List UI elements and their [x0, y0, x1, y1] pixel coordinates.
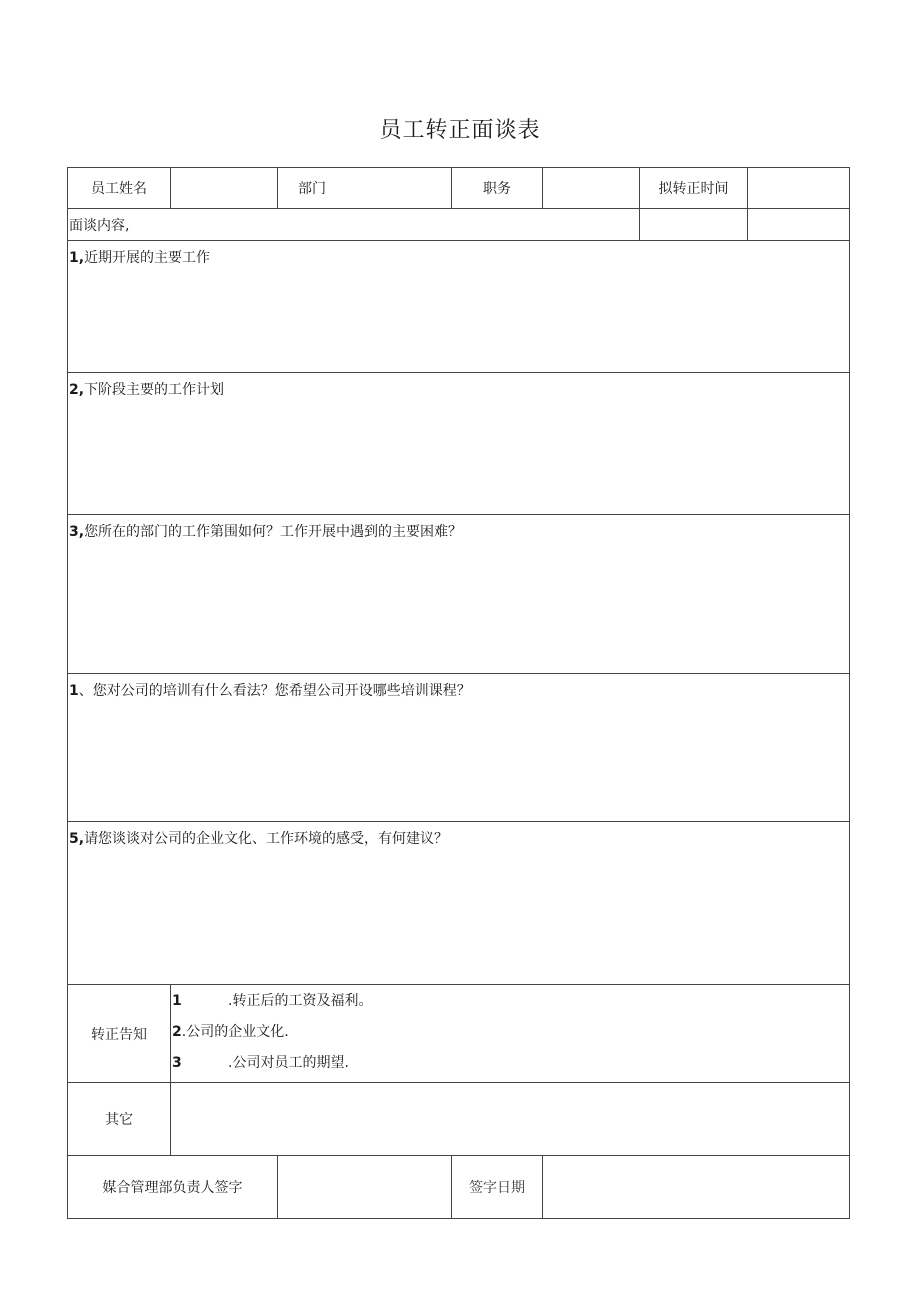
question-number: 3,	[69, 524, 85, 540]
question-cell[interactable]	[68, 674, 850, 822]
question-cell[interactable]	[68, 822, 850, 985]
notice-item-number: 3	[172, 1055, 182, 1071]
question-row-5	[68, 822, 850, 985]
question-number: 5,	[69, 831, 85, 847]
notice-label: 转正告知	[68, 985, 171, 1083]
signer-label: 媒合管理部负责人签字	[68, 1156, 278, 1219]
question-text: 、您对公司的培训有什么看法？您希望公司开设哪些培训课程？	[78, 683, 471, 699]
question-cell[interactable]	[68, 373, 850, 515]
question-text: 下阶段主要的工作计划	[84, 382, 225, 398]
signer-field[interactable]	[278, 1156, 452, 1219]
question-text: 您所在的部门的工作第围如何？工作开展中遇到的主要困难？	[84, 524, 463, 540]
question-number: 2,	[69, 382, 85, 398]
question-row-3	[68, 515, 850, 674]
question-text: 近期开展的主要工作	[84, 250, 211, 266]
question-row-4	[68, 674, 850, 822]
department-label: 部门	[278, 168, 452, 209]
notice-item-text: .转正后的工资及福利。	[228, 993, 373, 1009]
employee-name-field[interactable]	[171, 168, 278, 209]
notice-item	[172, 1051, 849, 1082]
signature-date-label: 签字日期	[452, 1156, 543, 1219]
interview-form-table	[67, 167, 850, 1219]
question-row-1	[68, 241, 850, 373]
signature-date-field[interactable]	[543, 1156, 850, 1219]
notice-item	[172, 1020, 849, 1051]
notice-items-cell	[171, 985, 850, 1083]
employee-name-label: 员工姓名	[68, 168, 171, 209]
interview-content-label: 面谈内容,	[68, 209, 640, 241]
question-cell[interactable]	[68, 515, 850, 674]
position-field[interactable]	[543, 168, 640, 209]
question-number: 1,	[69, 250, 85, 266]
regularization-date-label: 拟转正时间	[640, 168, 748, 209]
other-field[interactable]	[171, 1083, 850, 1156]
question-row-2	[68, 373, 850, 515]
intro-row	[68, 209, 850, 241]
question-number: 1	[69, 683, 79, 699]
header-row	[68, 168, 850, 209]
other-label: 其它	[68, 1083, 171, 1156]
notice-item-number: 1	[172, 993, 182, 1009]
notice-item-number: 2	[172, 1024, 182, 1040]
notice-item-text: .公司对员工的期望.	[228, 1055, 349, 1071]
position-label: 职务	[452, 168, 543, 209]
intro-blank-cell-2[interactable]	[748, 209, 850, 241]
notice-item	[172, 989, 849, 1020]
form-title: 员工转正面谈表	[379, 118, 541, 143]
intro-blank-cell-1[interactable]	[640, 209, 748, 241]
other-row	[68, 1083, 850, 1156]
signature-row	[68, 1156, 850, 1219]
question-cell[interactable]	[68, 241, 850, 373]
notice-row	[68, 985, 850, 1083]
notice-item-text: .公司的企业文化.	[181, 1024, 289, 1040]
regularization-date-field[interactable]	[748, 168, 850, 209]
question-text: 请您谈谈对公司的企业文化、工作环境的感受，有何建议？	[84, 831, 449, 847]
